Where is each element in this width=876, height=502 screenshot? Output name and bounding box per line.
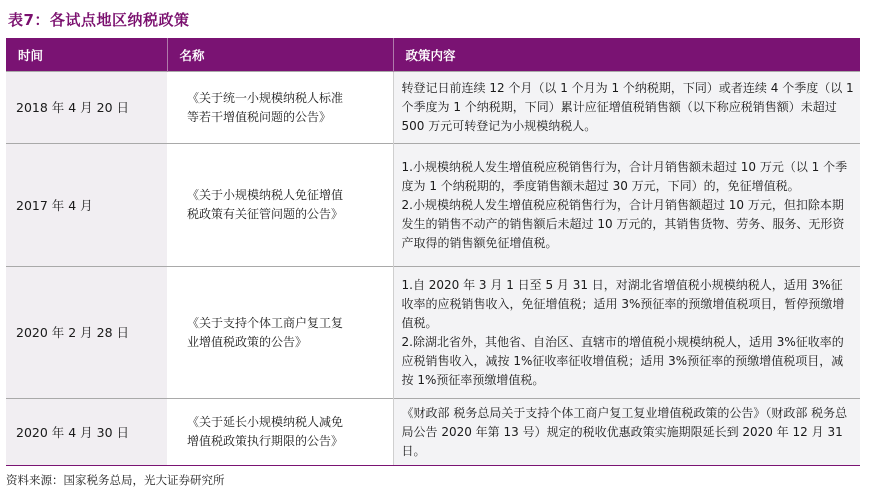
row-content: [393, 399, 860, 466]
content-paragraph: 2.除湖北省外，其他省、自治区、直辖市的增值税小规模纳税人，适用 3%征收率的应税销售收入，减按 1%征收率征收增值税；适用 3%预征率的预缴增值税项目，减按 1%预征率预缴增值税。: [401, 334, 844, 387]
header-content: 政策内容: [393, 38, 860, 72]
row-name-line: 增值税政策执行期限的公告》: [187, 434, 344, 448]
row-name-line: 税政策有关征管问题的公告》: [187, 207, 344, 221]
table-row: [6, 399, 860, 466]
row-name-line: 《关于支持个体工商户复工复: [187, 315, 344, 330]
row-name: [167, 144, 393, 267]
row-content: [393, 144, 860, 267]
row-name: [167, 72, 393, 144]
table-title: 表7：各试点地区纳税政策: [8, 11, 190, 29]
table-row: [6, 144, 860, 267]
content-paragraph: 1.小规模纳税人发生增值税应税销售行为，合计月销售额未超过 10 万元（以 1 个季度为 1 个纳税期的，季度销售额未超过 30 万元，下同）的，免征增值税。: [401, 159, 848, 193]
policy-table: [6, 38, 860, 466]
row-date: 2020 年 2 月 28 日: [6, 267, 167, 399]
content-paragraph: 《财政部 税务总局关于支持个体工商户复工复业增值税政策的公告》（财政部 税务总局公告 2020 年第 13 号）规定的税收优惠政策实施期限延长到 2020 年 12 月 31 日。: [401, 405, 848, 458]
row-name: [167, 399, 393, 466]
row-date: 2018 年 4 月 20 日: [6, 72, 167, 144]
row-name-line: 等若干增值税问题的公告》: [187, 109, 332, 124]
row-name-line: 业增值税政策的公告》: [187, 334, 308, 349]
row-date: 2017 年 4 月: [6, 144, 167, 267]
content-paragraph: 转登记日前连续 12 个月（以 1 个月为 1 个纳税期，下同）或者连续 4 个季度（以 1 个季度为 1 个纳税期，下同）累计应征增值税销售额（以下称应税销售额）未超过 500 万元可转登记为小规模纳税人。: [401, 81, 854, 133]
table-header-row: [6, 38, 860, 72]
row-name-line: 《关于统一小规模纳税人标准: [187, 90, 344, 105]
row-name: [167, 267, 393, 399]
row-name-line: 《关于延长小规模纳税人减免: [187, 415, 344, 429]
table-row: [6, 72, 860, 144]
header-time: 时间: [6, 38, 167, 72]
table-row: [6, 267, 860, 399]
row-name-line: 《关于小规模纳税人免征增值: [187, 188, 344, 202]
header-name: 名称: [167, 38, 393, 72]
content-paragraph: 2.小规模纳税人发生增值税应税销售行为，合计月销售额超过 10 万元，但扣除本期发生的销售不动产的销售额后未超过 10 万元的，其销售货物、劳务、服务、无形资产取得的销售额免征增值税。: [401, 197, 845, 250]
source-note: 资料来源：国家税务总局，光大证券研究所: [6, 473, 225, 487]
row-date: 2020 年 4 月 30 日: [6, 399, 167, 466]
row-content: [393, 72, 860, 144]
content-paragraph: 1.自 2020 年 3 月 1 日至 5 月 31 日，对湖北省增值税小规模纳税人，适用 3%征收率的应税销售收入，免征增值税；适用 3%预征率的预缴增值税项目，暂停预缴增值税。: [401, 277, 845, 330]
row-content: [393, 267, 860, 399]
